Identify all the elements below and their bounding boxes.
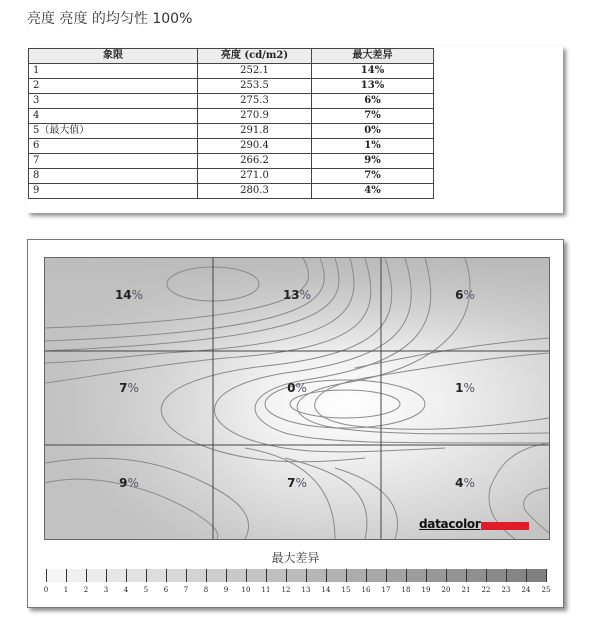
colorbar-tick [466,569,467,582]
cell-luminance: 271.0 [198,169,312,184]
cell-label-8: 7% [287,476,307,490]
cell-luminance: 291.8 [198,124,312,139]
cell-quadrant: 4 [29,109,198,124]
colorbar-segment [186,569,206,582]
colorbar-tick [166,569,167,582]
cell-label-9: 4% [455,476,475,490]
colorbar-tick [186,569,187,582]
colorbar-segment [46,569,66,582]
cell-label-6: 1% [455,381,475,395]
cell-label-1: 14% [114,288,144,302]
colorbar-tick [106,569,107,582]
cell-quadrant: 7 [29,154,198,169]
colorbar-tick [346,569,347,582]
colorbar-tick [506,569,507,582]
colorbar-segment [326,569,346,582]
logo-text: datacolor [419,517,481,531]
cell-quadrant: 2 [29,79,198,94]
colorbar-tick-label: 10 [241,586,251,594]
table-header-row [29,49,434,64]
colorbar-tick-label: 21 [461,586,471,594]
colorbar-segment [346,569,366,582]
colorbar-tick [306,569,307,582]
colorbar-tick [226,569,227,582]
colorbar-tick-label: 2 [83,586,89,594]
table-row [29,79,434,94]
datacolor-logo [419,517,529,531]
colorbar-segment [446,569,466,582]
colorbar [43,569,551,594]
colorbar-tick-label: 19 [421,586,431,594]
colorbar-tick-label: 11 [261,586,271,594]
table-row [29,154,434,169]
header-max-diff: 最大差异 [312,49,434,64]
colorbar-tick [546,569,547,582]
cell-luminance: 290.4 [198,139,312,154]
colorbar-tick-label: 0 [43,586,49,594]
colorbar-tick [426,569,427,582]
colorbar-segment [406,569,426,582]
cell-label-2: 13% [282,288,312,302]
colorbar-tick [246,569,247,582]
colorbar-tick-label: 6 [163,586,169,594]
cell-quadrant: 6 [29,139,198,154]
colorbar-tick-label: 17 [381,586,391,594]
table-row [29,124,434,139]
colorbar-segment [506,569,526,582]
cell-luminance: 270.9 [198,109,312,124]
cell-luminance: 253.5 [198,79,312,94]
colorbar-segment [146,569,166,582]
table-row [29,64,434,79]
colorbar-tick [286,569,287,582]
colorbar-segment [86,569,106,582]
colorbar-segment [486,569,506,582]
cell-luminance: 280.3 [198,184,312,199]
uniformity-chart-panel [27,239,564,608]
colorbar-tick-label: 9 [223,586,229,594]
colorbar-tick [486,569,487,582]
contour-plot [44,257,550,540]
colorbar-tick-label: 4 [123,586,129,594]
table-row [29,184,434,199]
colorbar-segment [466,569,486,582]
colorbar-tick [386,569,387,582]
colorbar-tick [86,569,87,582]
cell-quadrant: 5（最大值） [29,124,198,139]
colorbar-segment [526,569,546,582]
colorbar-segment [366,569,386,582]
table-row [29,139,434,154]
colorbar-tick-label: 16 [361,586,371,594]
colorbar-tick-label: 15 [341,586,351,594]
colorbar-tick [326,569,327,582]
colorbar-tick-label: 5 [143,586,149,594]
cell-label-4: 7% [119,381,139,395]
colorbar-tick-label: 13 [301,586,311,594]
colorbar-segment [126,569,146,582]
cell-max-diff: 13% [312,79,434,94]
colorbar-tick [126,569,127,582]
colorbar-tick-label: 3 [103,586,109,594]
colorbar-tick-label: 7 [183,586,189,594]
colorbar-tick [526,569,527,582]
colorbar-tick [46,569,47,582]
colorbar-segment [286,569,306,582]
cell-luminance: 266.2 [198,154,312,169]
colorbar-tick-label: 12 [281,586,291,594]
cell-label-5: 0% [287,381,307,395]
cell-label-3: 6% [455,288,475,302]
colorbar-segment [66,569,86,582]
cell-quadrant: 8 [29,169,198,184]
header-luminance: 亮度 (cd/m2) [198,49,312,64]
page-title: 亮度 亮度 的均匀性 100% [27,11,193,27]
uniformity-table-panel [27,46,563,213]
colorbar-tick-label: 1 [63,586,69,594]
logo-red-bar [481,522,529,530]
colorbar-tick-label: 24 [521,586,531,594]
colorbar-tick-label: 23 [501,586,511,594]
colorbar-tick-label: 20 [441,586,451,594]
colorbar-segment [426,569,446,582]
cell-max-diff: 9% [312,154,434,169]
table-row [29,94,434,109]
cell-max-diff: 7% [312,169,434,184]
colorbar-tick [146,569,147,582]
colorbar-segment [386,569,406,582]
colorbar-segment [246,569,266,582]
cell-max-diff: 14% [312,64,434,79]
colorbar-segment [206,569,226,582]
colorbar-tick-label: 22 [481,586,491,594]
cell-max-diff: 6% [312,94,434,109]
table-row [29,109,434,124]
colorbar-tick [206,569,207,582]
cell-max-diff: 7% [312,109,434,124]
colorbar-title: 最大差异 [271,551,320,565]
colorbar-segment [266,569,286,582]
colorbar-tick-label: 8 [203,586,209,594]
cell-max-diff: 4% [312,184,434,199]
cell-max-diff: 0% [312,124,434,139]
cell-quadrant: 1 [29,64,198,79]
colorbar-tick [266,569,267,582]
colorbar-tick-label: 18 [401,586,411,594]
cell-quadrant: 3 [29,94,198,109]
cell-luminance: 275.3 [198,94,312,109]
cell-max-diff: 1% [312,139,434,154]
uniformity-table [28,48,434,199]
cell-quadrant: 9 [29,184,198,199]
header-quadrant: 象限 [29,49,198,64]
colorbar-tick [66,569,67,582]
colorbar-tick [366,569,367,582]
cell-luminance: 252.1 [198,64,312,79]
colorbar-segment [166,569,186,582]
colorbar-segment [226,569,246,582]
cell-label-7: 9% [119,476,139,490]
colorbar-tick-label: 25 [541,586,551,594]
table-row [29,169,434,184]
colorbar-segment [306,569,326,582]
colorbar-segment [106,569,126,582]
colorbar-tick-label: 14 [321,586,331,594]
colorbar-tick [446,569,447,582]
colorbar-tick [406,569,407,582]
